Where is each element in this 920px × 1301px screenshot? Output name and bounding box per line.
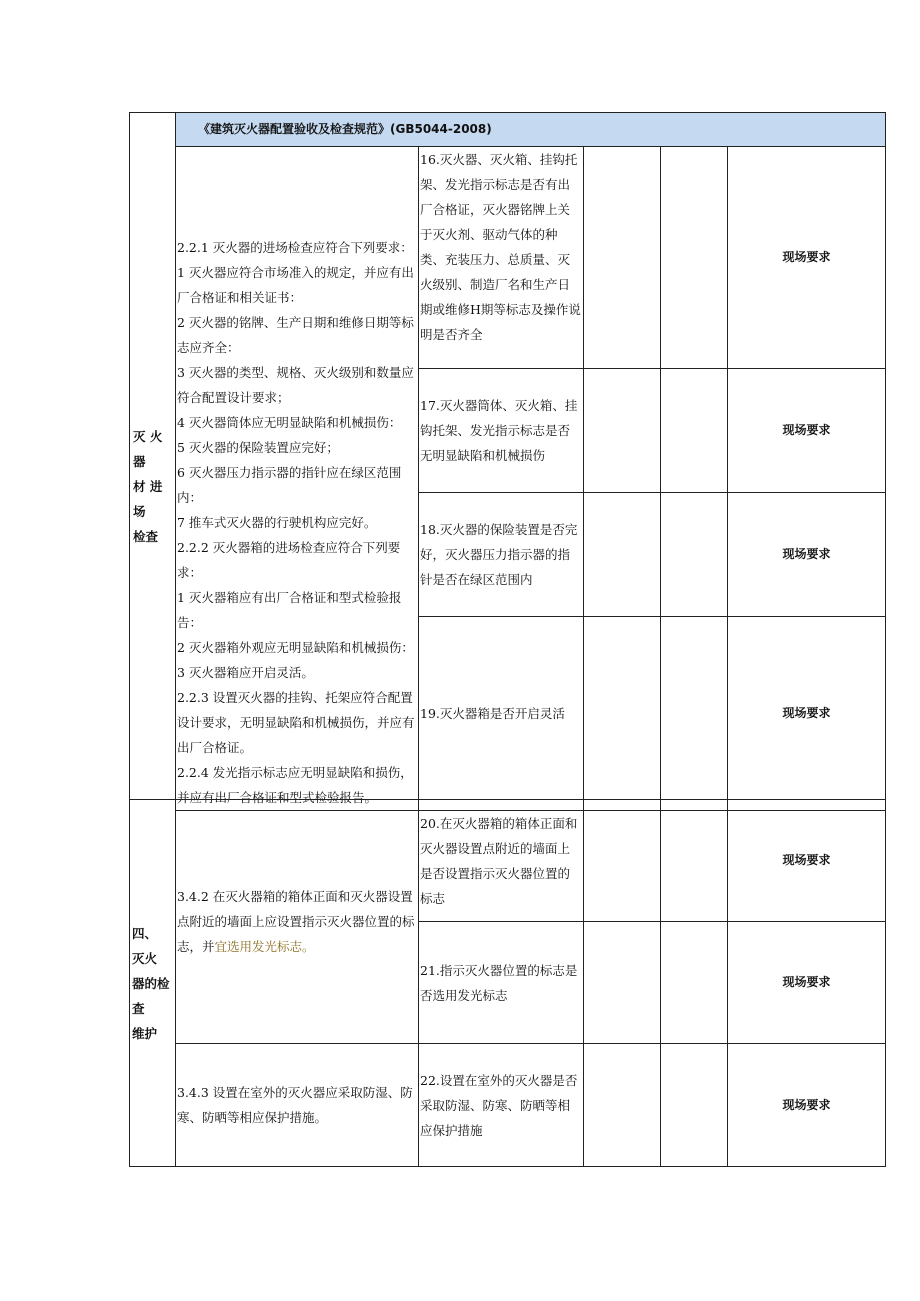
category-maintenance bbox=[130, 800, 176, 1167]
category-line: 材 进 场 bbox=[133, 479, 163, 519]
category-line: 检查 bbox=[133, 529, 159, 544]
item-cell: 19.灭火器箱是否开启灵活 bbox=[419, 617, 584, 811]
standard-line: 1 灭火器箱应有出厂合格证和型式检验报告： bbox=[177, 590, 402, 630]
standard-line: 4 灭火器筒体应无明显缺陷和机械损伤： bbox=[177, 415, 402, 430]
maintenance-table bbox=[129, 799, 886, 1167]
blank-cell bbox=[584, 1044, 661, 1167]
requirement-cell: 现场要求 bbox=[728, 617, 886, 811]
standard-line: 3 灭火器箱应开启灵活。 bbox=[177, 665, 314, 680]
category-incoming-inspection bbox=[131, 424, 177, 549]
requirement-cell: 现场要求 bbox=[728, 369, 886, 493]
inspection-table bbox=[129, 112, 886, 811]
standard-line: 2 灭火器箱外观应无明显缺陷和机械损伤： bbox=[177, 640, 414, 655]
standard-line: 2.2.4 发光指示标志应无明显缺陷和损伤，并应有出厂合格证和型式检验报告。 bbox=[177, 765, 413, 805]
requirement-cell: 现场要求 bbox=[728, 800, 886, 922]
requirement-cell: 现场要求 bbox=[728, 147, 886, 369]
category-line: 灭火 bbox=[132, 950, 158, 966]
standard-line: 7 推车式灭火器的行驶机构应完好。 bbox=[177, 515, 377, 530]
standard-highlight: 宜选用发光标志。 bbox=[214, 939, 315, 954]
item-cell: 22.设置在室外的灭火器是否采取防湿、防寒、防晒等相应保护措施 bbox=[419, 1044, 584, 1167]
item-cell: 21.指示灭火器位置的标志是否选用发光标志 bbox=[419, 922, 584, 1044]
standard-text: 3.4.3 设置在室外的灭火器应采取防湿、防寒、防晒等相应保护措施。 bbox=[177, 1085, 413, 1125]
blank-cell bbox=[584, 922, 661, 1044]
standard-line: 6 灭火器压力指示器的指针应在绿区范围内： bbox=[177, 465, 402, 505]
blank-cell bbox=[661, 1044, 728, 1167]
category-line: 灭 火 器 bbox=[133, 429, 163, 469]
item-cell: 16.灭火器、灭火箱、挂钩托架、发光指示标志是否有出厂合格证，灭火器铭牌上关于灭火剂、驱动气体的种类、充装压力、总质量、灭火级别、制造厂名和生产日期或维修H期等标志及操作说明是否齐全 bbox=[419, 147, 584, 369]
blank-cell bbox=[584, 493, 661, 617]
requirement-cell: 现场要求 bbox=[728, 1044, 886, 1167]
standard-line: 2.2.3 设置灭火器的挂钩、托架应符合配置设计要求，无明显缺陷和机械损伤，并应有出厂合格证。 bbox=[177, 690, 415, 755]
table-header: 《建筑灭火器配置验收及检查规范》(GB5044-2008) bbox=[176, 113, 886, 147]
standard-cell-3-4-2 bbox=[176, 800, 419, 1044]
blank-cell bbox=[584, 147, 661, 369]
item-cell: 20.在灭火器箱的箱体正面和灭火器设置点附近的墙面上是否设置指示灭火器位置的标志 bbox=[419, 800, 584, 922]
category-line: 查 bbox=[132, 1000, 145, 1016]
blank-cell bbox=[661, 617, 728, 811]
standard-line: 2.2.1 灭火器的进场检查应符合下列要求： bbox=[177, 240, 413, 255]
category-line: 维护 bbox=[132, 1025, 158, 1041]
standard-line: 1 灭火器应符合市场准入的规定，并应有出厂合格证和相关证书： bbox=[177, 265, 414, 305]
blank-cell bbox=[584, 369, 661, 493]
blank-cell bbox=[661, 369, 728, 493]
requirement-cell: 现场要求 bbox=[728, 922, 886, 1044]
item-cell: 18.灭火器的保险装置是否完好，灭火器压力指示器的指针是否在绿区范围内 bbox=[419, 493, 584, 617]
blank-cell bbox=[661, 800, 728, 922]
standard-line: 2.2.2 灭火器箱的进场检查应符合下列要求： bbox=[177, 540, 401, 580]
blank-cell bbox=[661, 922, 728, 1044]
standard-line: 2 灭火器的铭牌、生产日期和维修日期等标志应齐全： bbox=[177, 315, 414, 355]
category-line: 器的检 bbox=[132, 975, 170, 991]
standard-line: 3 灭火器的类型、规格、灭火级别和数量应符合配置设计要求； bbox=[177, 365, 414, 405]
standard-cell-2-2 bbox=[176, 147, 419, 811]
blank-cell bbox=[661, 493, 728, 617]
standard-cell-3-4-3 bbox=[176, 1044, 419, 1167]
blank-cell bbox=[584, 800, 661, 922]
item-cell: 17.灭火器筒体、灭火箱、挂钩托架、发光指示标志是否无明显缺陷和机械损伤 bbox=[419, 369, 584, 493]
blank-cell bbox=[661, 147, 728, 369]
category-line: 四、 bbox=[132, 925, 158, 941]
requirement-cell: 现场要求 bbox=[728, 493, 886, 617]
standard-line: 5 灭火器的保险装置应完好； bbox=[177, 440, 339, 455]
blank-cell bbox=[584, 617, 661, 811]
standard-text: 3.4.2 在灭火器箱的箱体正面和灭火器设置点附近的墙面上应设置指示灭火器位置的标志，并 bbox=[177, 889, 415, 954]
